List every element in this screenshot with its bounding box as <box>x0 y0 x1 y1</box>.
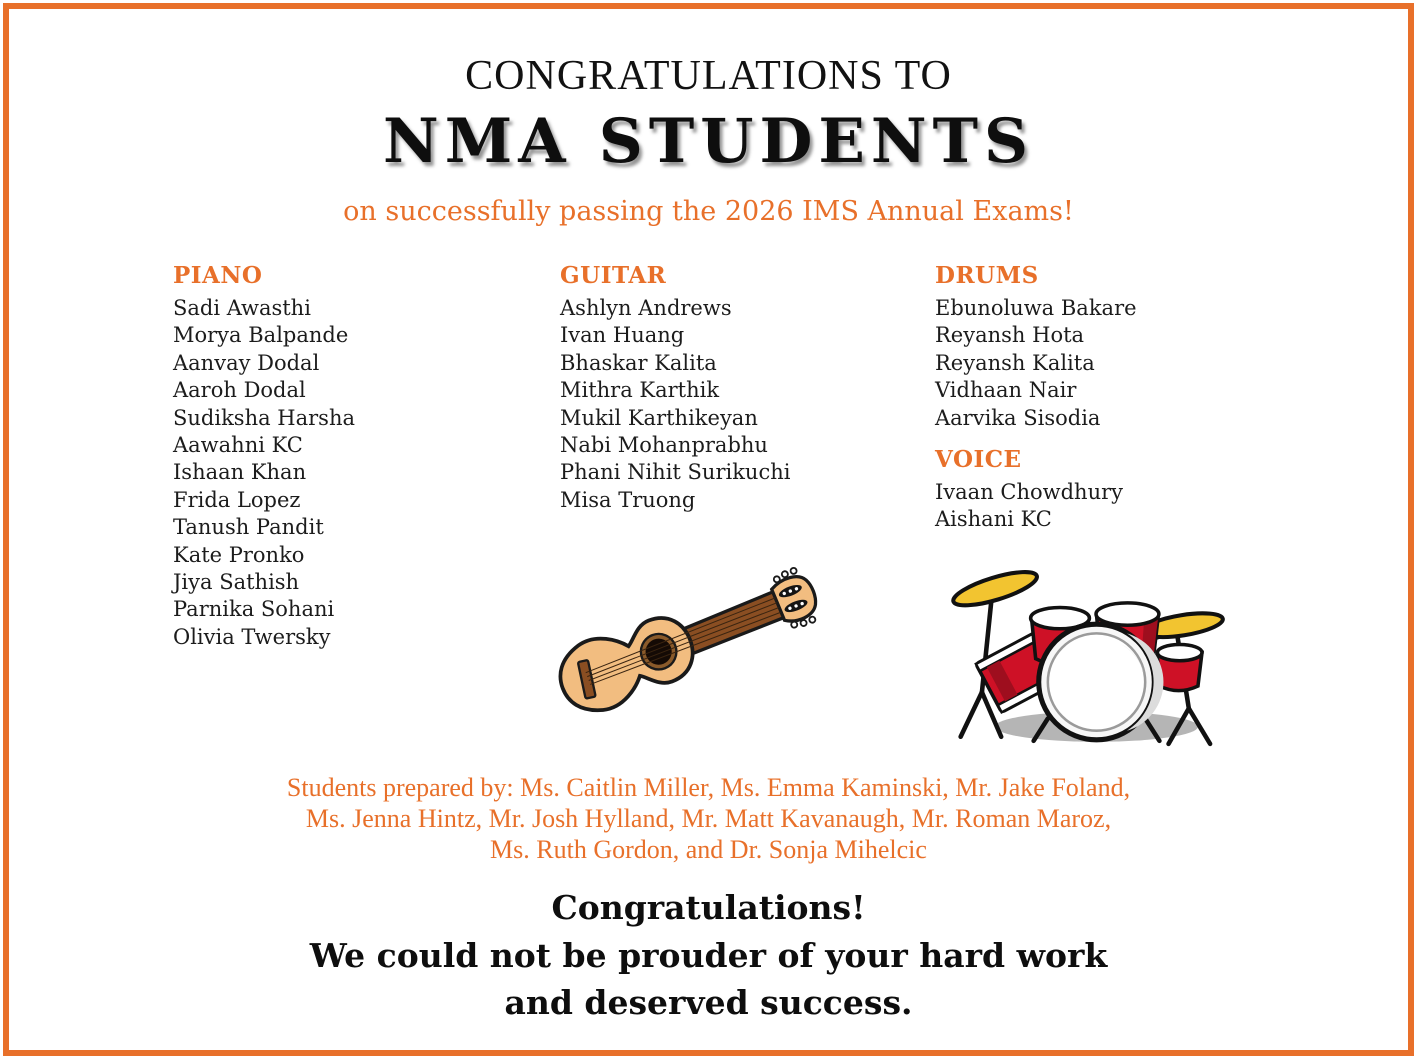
guitar-group <box>552 559 827 722</box>
student-name: Kate Pronko <box>173 542 305 567</box>
section-voice <box>935 446 1295 534</box>
left-cymbal <box>950 565 1040 612</box>
student-name: Mukil Karthikeyan <box>560 405 758 430</box>
student-list-guitar <box>560 295 920 514</box>
section-piano <box>173 262 533 651</box>
student-name: Ebunoluwa Bakare <box>935 296 1137 320</box>
student-name: Aaroh Dodal <box>173 378 306 403</box>
student-name: Aawahni KC <box>173 433 303 458</box>
student-list-voice <box>935 479 1295 534</box>
student-name: Morya Balpande <box>173 323 349 348</box>
drum-kit-icon <box>942 538 1247 753</box>
piano-column <box>173 262 533 665</box>
eyebrow-heading: CONGRATULATIONS TO <box>465 53 952 99</box>
page-title: NMA STUDENTS <box>382 106 1035 177</box>
student-name: Reyansh Hota <box>935 323 1085 348</box>
prepared-by-line: Students prepared by: Ms. Caitlin Miller, Ms. Emma Kaminski, Mr. Jake Foland, <box>286 773 1131 802</box>
student-list-drums <box>935 295 1295 432</box>
closing-line: Congratulations! <box>551 888 866 927</box>
student-name: Frida Lopez <box>173 487 301 512</box>
student-name: Tanush Pandit <box>173 515 324 540</box>
student-name: Bhaskar Kalita <box>560 350 717 375</box>
student-name: Mithra Karthik <box>560 378 720 403</box>
subtitle: on successfully passing the 2026 IMS Annual Exams! <box>343 196 1074 227</box>
student-name: Phani Nihit Surikuchi <box>560 460 791 485</box>
section-header-voice: VOICE <box>935 446 1022 474</box>
student-name: Ishaan Khan <box>173 460 307 485</box>
student-name: Ivan Huang <box>560 323 685 348</box>
student-name: Nabi Mohanprabhu <box>560 433 768 458</box>
section-drums <box>935 262 1295 432</box>
guitar-body <box>552 606 703 722</box>
prepared-by-text <box>0 772 1417 865</box>
student-name: Sadi Awasthi <box>173 296 311 320</box>
closing-line: and deserved success. <box>504 983 913 1022</box>
student-name: Aarvika Sisodia <box>935 405 1101 430</box>
section-header-drums: DRUMS <box>935 262 1039 289</box>
student-name: Ivaan Chowdhury <box>935 480 1124 505</box>
student-name: Sudiksha Harsha <box>173 405 355 430</box>
student-name: Aanvay Dodal <box>173 350 320 375</box>
closing-line: We could not be prouder of your hard work <box>309 935 1108 975</box>
student-list-piano <box>173 295 533 651</box>
floor-tom <box>1157 644 1202 690</box>
guitar-column <box>560 262 920 528</box>
student-name: Misa Truong <box>560 487 696 512</box>
prepared-by-line: Ms. Ruth Gordon, and Dr. Sonja Mihelcic <box>490 835 927 864</box>
student-name: Reyansh Kalita <box>935 350 1095 375</box>
section-header-guitar: GUITAR <box>560 262 667 289</box>
student-name: Parnika Sohani <box>173 597 335 622</box>
student-name: Jiya Sathish <box>173 570 300 595</box>
section-guitar <box>560 262 920 514</box>
prepared-by-line: Ms. Jenna Hintz, Mr. Josh Hylland, Mr. Matt Kavanaugh, Mr. Roman Maroz, <box>305 804 1112 833</box>
student-name: Olivia Twersky <box>173 624 331 649</box>
student-name: Aishani KC <box>935 507 1052 532</box>
student-name: Vidhaan Nair <box>935 378 1077 403</box>
closing-message <box>0 884 1417 1027</box>
acoustic-guitar-icon <box>552 540 832 735</box>
student-name: Ashlyn Andrews <box>560 296 732 320</box>
section-header-piano: PIANO <box>173 262 263 289</box>
drums-voice-column <box>935 262 1295 548</box>
